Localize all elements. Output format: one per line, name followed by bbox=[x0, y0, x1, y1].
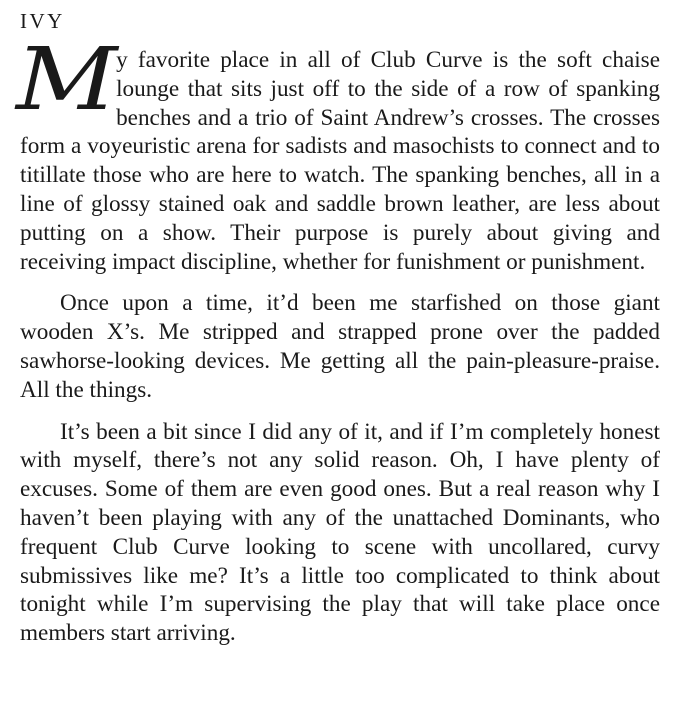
chapter-heading: IVY bbox=[20, 9, 65, 33]
paragraph-1 bbox=[16, 30, 660, 276]
drop-cap: M bbox=[16, 30, 118, 130]
book-page bbox=[16, 8, 660, 648]
paragraph-2: Once upon a time, it’d been me starfished on those giant wooden X’s. Me stripped and strapped prone over the padded sawhorse-looking devices. Me getting all the pain-pleasure-praise. All the things. bbox=[20, 290, 660, 403]
paragraph-1-text: y favorite place in all of Club Curve is the soft chaise lounge that sits just off to the side of a row of spanking benches and a trio of Saint Andrew’s crosses. The crosses form a voyeuristic arena for sadists and masochists to connect and to titillate those who are here to watch. The spanking benches, all in a line of glossy stained oak and saddle brown leather, are less about putting on a show. Their purpose is purely about giving and receiving impact discipline, whether for funishment or punishment. bbox=[20, 47, 660, 275]
paragraph-3: It’s been a bit since I did any of it, and if I’m completely honest with myself, there’s not any solid reason. Oh, I have plenty of excuses. Some of them are even good ones. But a real reason why I haven’t been playing with any of the unattached Dominants, who frequent Club Curve looking to scene with uncollared, curvy submissives like me? It’s a little too complicated to think about tonight while I’m supervising the play that will take place once members start arriving. bbox=[20, 418, 660, 647]
